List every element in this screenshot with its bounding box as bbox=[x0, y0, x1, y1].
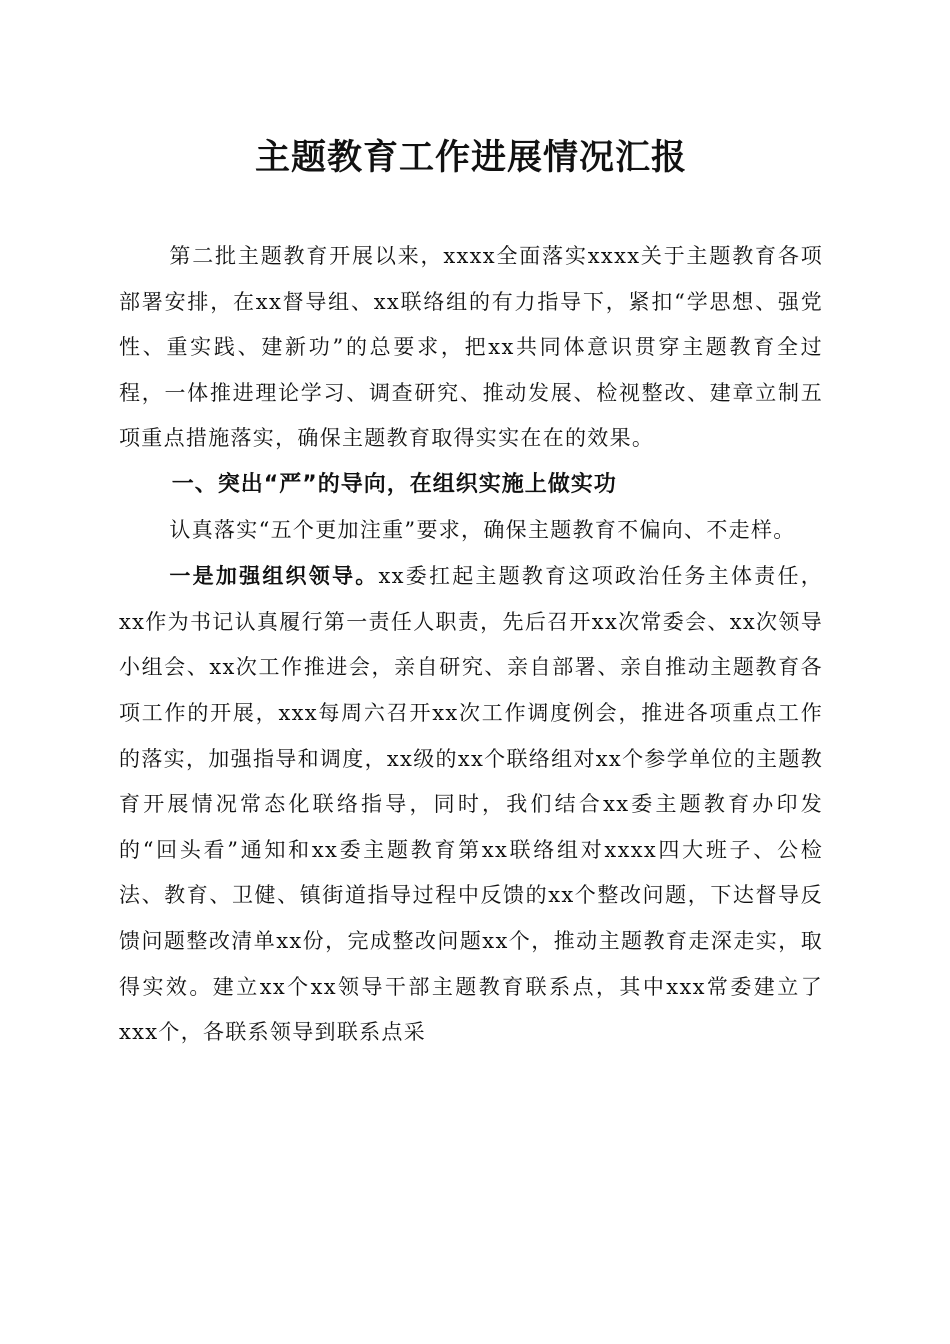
document-title: 主题教育工作进展情况汇报 bbox=[254, 137, 687, 178]
document-body bbox=[119, 234, 823, 1056]
intro-paragraph: 第二批主题教育开展以来，xxxx全面落实xxxx关于主题教育各项部署安排，在xx督导组、xx联络组的有力指导下，紧扣“学思想、强党性、重实践、建新功”的总要求，把xx共同体意识贯穿主题教育全过程，一体推进理论学习、调查研究、推动发展、检视整改、建章立制五项重点措施落实，确保主题教育取得实实在在的效果。 bbox=[119, 244, 823, 451]
point-1-paragraph bbox=[119, 553, 823, 1056]
section-1-intro-paragraph: 认真落实“五个更加注重”要求，确保主题教育不偏向、不走样。 bbox=[169, 517, 796, 542]
point-1-lead: 一是加强组织领导。 bbox=[169, 563, 379, 589]
section-heading-1: 一、突出“严”的导向，在组织实施上做实功 bbox=[171, 471, 617, 497]
point-1-body: xx委扛起主题教育这项政治任务主体责任，xx作为书记认真履行第一责任人职责，先后召开xx次常委会、xx次领导小组会、xx次工作推进会，亲自研究、亲自部署、亲自推动主题教育各项工作的开展，xxx每周六召开xx次工作调度例会，推进各项重点工作的落实，加强指导和调度，xx级的xx个联络组对xx个参学单位的主题教育开展情况常态化联络指导，同时，我们结合xx委主题教育办印发的“回头看”通知和xx委主题教育第xx联络组对xxxx四大班子、公检法、教育、卫健、镇街道指导过程中反馈的xx个整改问题，下达督导反馈问题整改清单xx份，完成整改问题xx个，推动主题教育走深走实，取得实效。建立xx个xx领导干部主题教育联系点，其中xxx常委建立了xxx个，各联系领导到联系点采 bbox=[119, 564, 823, 1045]
